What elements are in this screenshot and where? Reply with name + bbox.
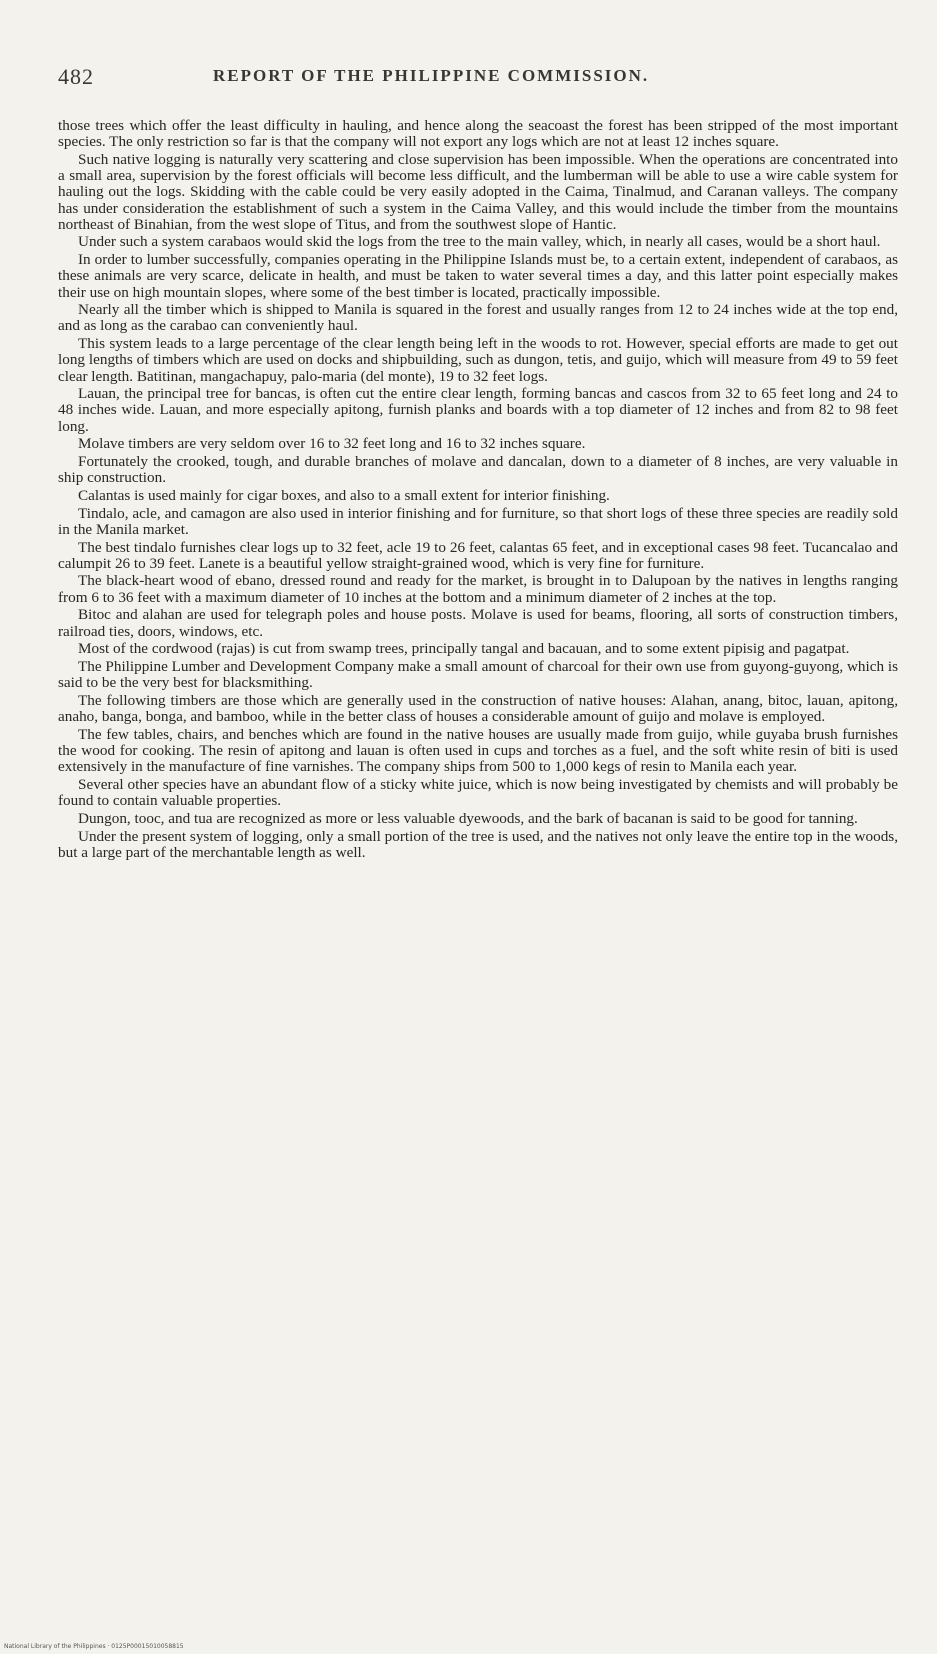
paragraph: Tindalo, acle, and camagon are also used in interior finishing and for furniture, so that short logs of these three species are readily sold in the Manila market. — [58, 504, 898, 538]
paragraph: The few tables, chairs, and benches which are found in the native houses are usually made from guijo, while guyaba brush furnishes the wood for cooking. The resin of apitong and lauan is often used in cups and torches as a fuel, and the soft white resin of biti is used extensively in the manufacture of fine varnishes. The company ships from 500 to 1,000 kegs of resin to Manila each year. — [58, 725, 898, 776]
paragraph: Bitoc and alahan are used for telegraph poles and house posts. Molave is used for beams, flooring, all sorts of construction timbers, railroad ties, doors, windows, etc. — [58, 606, 898, 640]
page-number: 482 — [58, 64, 94, 89]
paragraph: In order to lumber successfully, companies operating in the Philippine Islands must be, to a certain extent, independent of carabaos, as these animals are very scarce, delicate in health, and must be taken to water several times a day, and this latter point especially makes their use on high mountain slopes, where some of the best timber is located, practically impossible. — [58, 251, 898, 301]
paragraph: those trees which offer the least difficulty in hauling, and hence along the seacoast the forest has been stripped of the most important species. The only restriction so far is that the company will not export any logs which are not at least 12 inches square. — [58, 117, 898, 151]
paragraph: The Philippine Lumber and Development Company make a small amount of charcoal for their own use from guyong-guyong, which is said to be the very best for blacksmithing. — [58, 658, 898, 692]
paragraph: Molave timbers are very seldom over 16 to 32 feet long and 16 to 32 inches square. — [78, 435, 586, 453]
paragraph: Lauan, the principal tree for bancas, is often cut the entire clear length, forming bancas and cascos from 32 to 65 feet long and 24 to 48 inches wide. Lauan, and more especially apitong, furnish planks and boards with a top diameter of 12 inches and from 82 to 98 feet long. — [58, 385, 898, 435]
paragraph: The black-heart wood of ebano, dressed round and ready for the market, is brought in to Dalupoan by the natives in lengths ranging from 6 to 36 feet with a maximum diameter of 10 inches at the bottom and a minimum diameter of 2 inches at the top. — [58, 572, 898, 606]
paragraph: Dungon, tooc, and tua are recognized as more or less valuable dyewoods, and the bark of bacanan is said to be good for tanning. — [78, 809, 858, 827]
paragraph: Fortunately the crooked, tough, and durable branches of molave and dancalan, down to a diameter of 8 inches, are very valuable in ship construction. — [58, 453, 898, 487]
paragraph: Most of the cordwood (rajas) is cut from swamp trees, principally tangal and bacauan, and to some extent pipisig and pagatpat. — [78, 640, 850, 658]
paragraph: This system leads to a large percentage of the clear length being left in the woods to rot. However, special efforts are made to get out long lengths of timbers which are used on docks and shipbuilding, such as dungon, tetis, and guijo, which will measure from 49 to 59 feet clear length. Batitinan, mangachapuy, palo-maria (del monte), 19 to 32 feet logs. — [58, 335, 898, 385]
paragraph: Such native logging is naturally very scattering and close supervision has been impossible. When the operations are concentrated into a small area, supervision by the forest officials will become less difficult, and the lumberman will be able to use a wire cable system for hauling out the logs. Skidding with the cable could be very easily adopted in the Caima, Tinalmud, and Caranan valleys. The company has under consideration the establishment of such a system in the Caima Valley, and this would include the timber from the mountains northeast of Binahian, from the west slope of Titus, and from the southwest slope of Hantic. — [58, 150, 898, 233]
paragraph: Calantas is used mainly for cigar boxes, and also to a small extent for interior finishing. — [78, 486, 610, 504]
paragraph: Several other species have an abundant flow of a sticky white juice, which is now being investigated by chemists and will probably be found to contain valuable properties. — [58, 775, 898, 810]
paragraph: Under the present system of logging, only a small portion of the tree is used, and the natives not only leave the entire top in the woods, but a large part of the merchantable length as well. — [58, 827, 898, 861]
paragraph: Nearly all the timber which is shipped to Manila is squared in the forest and usually ranges from 12 to 24 inches wide at the top end, and as long as the carabao can conveniently haul. — [58, 301, 898, 335]
paragraph: The best tindalo furnishes clear logs up to 32 feet, acle 19 to 26 feet, calantas 65 feet, and in exceptional cases 98 feet. Tucancalao and calumpit 26 to 39 feet. Lanete is a beautiful yellow straight-grained wood, which is very fine for furniture. — [58, 538, 898, 572]
running-head: REPORT OF THE PHILIPPINE COMMISSION. — [213, 66, 650, 85]
paragraph: Under such a system carabaos would skid the logs from the tree to the main valley, which, in nearly all cases, would be a short haul. — [78, 233, 881, 251]
body-text — [58, 118, 898, 862]
page-header — [58, 64, 888, 88]
scan-footer-note: National Library of the Philippines · 0125P00015010058815 — [4, 1643, 184, 1650]
paragraph: The following timbers are those which are generally used in the construction of native houses: Alahan, anang, bitoc, lauan, apitong, anaho, banga, bonga, and bamboo, while in the better class of houses a considerable amount of guijo and molave is employed. — [58, 691, 898, 726]
